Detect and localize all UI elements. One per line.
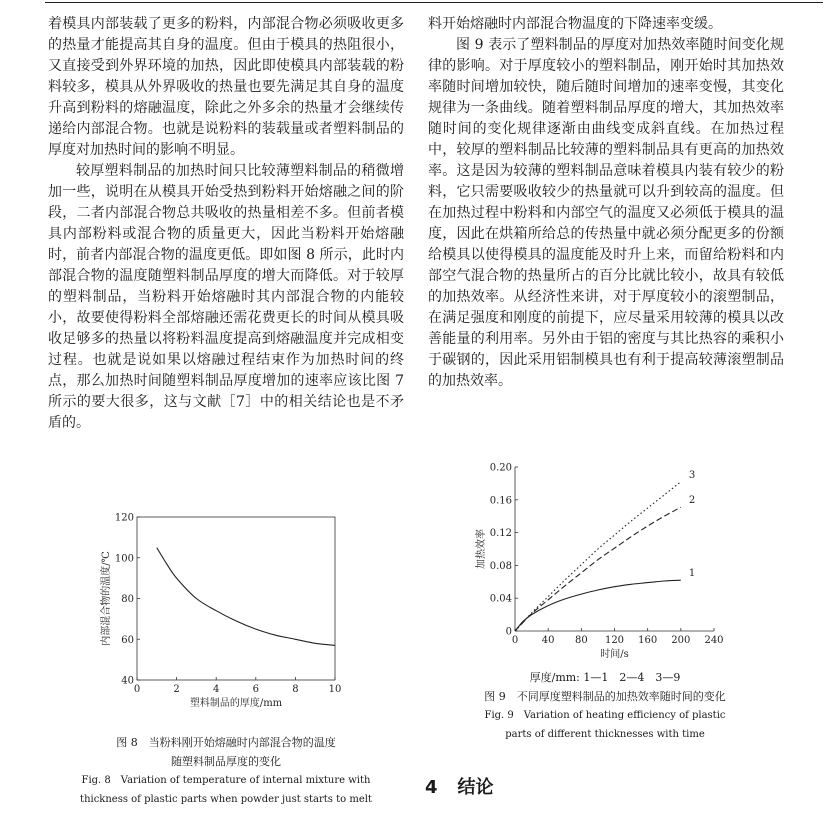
right-paragraph-1: 料开始熔融时内部混合物温度的下降速率变缓。 bbox=[428, 16, 722, 32]
fig8-caption-cn-1: 图 8 当粉料刚开始熔融时内部混合物的温度 bbox=[116, 736, 336, 749]
figure-9-chart bbox=[470, 455, 730, 665]
y-tick-label: 60 bbox=[121, 634, 134, 646]
y-tick-label: 0.12 bbox=[489, 528, 512, 540]
x-tick-label: 6 bbox=[252, 684, 259, 695]
x-tick-label: 0 bbox=[511, 635, 519, 646]
y-tick-label: 0.04 bbox=[489, 593, 512, 605]
figure-8-caption bbox=[48, 733, 404, 809]
x-tick-label: 0 bbox=[133, 684, 141, 695]
right-paragraph-2: 图 9 表示了塑料制品的厚度对加热效率随时间变化规律的影响。对于厚度较小的塑料制品，刚开始时其加热效率随时间增加较快，随后随时间增加的速率变慢，其变化规律为一条曲线。随着塑料制品厚度的增大，其加热效率随时间的变化规律逐渐由曲线变成斜直线。在加热过程中，较厚的塑料制品比较薄的塑料制品具有更高的加热效率。这是因为较薄的塑料制品意味着模具内装有较少的粉料，它只需要吸收较少的热量就可以升到较高的温度。但在加热过程中粉料和内部空气的温度又必须低于模具的温度，因此在烘箱所给总的传热量中就必须分配更多的份额给模具以使得模具的温度能及时升上来，而留给粉料和内部空气混合物的热量所占的百分比就比较小，故具有较低的加热效率。从经济性来讲，对于厚度较小的滚塑制品，在满足强度和刚度的前提下，应尽量采用较薄的模具以改善能量的利用率。另外由于铝的密度与其比热容的乘积小于碳钢的，因此采用铝制模具也有利于提高较薄滚塑制品的加热效率。 bbox=[428, 37, 784, 389]
fig9-caption-cn: 图 9 不同厚度塑料制品的加热效率随时间的变化 bbox=[484, 690, 726, 703]
x-tick-label: 2 bbox=[173, 684, 180, 695]
header-rule bbox=[45, 2, 823, 3]
y-tick-label: 100 bbox=[114, 553, 134, 565]
series-2-line bbox=[515, 507, 681, 631]
x-tick-label: 240 bbox=[704, 635, 724, 646]
x-tick-label: 8 bbox=[292, 684, 299, 695]
left-paragraph-1: 着模具内部装载了更多的粉料，内部混合物必须吸收更多的热量才能提高其自身的温度。但由于模具的热阻很小，又直接受到外界环境的加热，因此即使模具内部装载的粉料较多，模具从外界吸收的热量也要先满足其自身的温度升高到粉料的熔融温度，除此之外多余的热量才会继续传递给内部混合物。也就是说粉料的装载量或者塑料制品的厚度对加热时间的影响不明显。 bbox=[48, 16, 404, 158]
fig8-caption-en-2: thickness of plastic parts when powder just starts to melt bbox=[80, 794, 372, 805]
right-column bbox=[428, 14, 784, 392]
section-title: 结论 bbox=[457, 777, 494, 798]
series-3-line bbox=[515, 482, 681, 631]
y-tick-label: 0.20 bbox=[489, 462, 512, 474]
section-heading bbox=[425, 773, 514, 799]
x-tick-label: 40 bbox=[541, 635, 555, 646]
figure-9-caption bbox=[425, 668, 785, 744]
left-column bbox=[48, 14, 404, 434]
x-tick-label: 160 bbox=[638, 635, 658, 646]
y-tick-label: 120 bbox=[114, 512, 134, 524]
series-1-line bbox=[515, 580, 681, 631]
series-3-label: 3 bbox=[688, 469, 696, 481]
x-tick-label: 4 bbox=[213, 684, 220, 695]
y-axis-label: 加热效率 bbox=[476, 529, 487, 569]
y-axis-label: 内部混合物的温度/℃ bbox=[101, 551, 112, 646]
x-axis-label: 塑料制品的厚度/mm bbox=[189, 698, 283, 709]
fig9-legend: 厚度/mm: 1—1 2—4 3—9 bbox=[529, 671, 681, 684]
x-tick-label: 80 bbox=[574, 635, 588, 646]
section-number: 4 bbox=[425, 777, 438, 798]
fig9-caption-en-1: Fig. 9 Variation of heating efficiency of plastic bbox=[484, 710, 726, 721]
x-tick-label: 120 bbox=[604, 635, 625, 646]
fig8-caption-cn-2: 随塑料制品厚度的变化 bbox=[171, 755, 281, 768]
fig8-caption-en-1: Fig. 8 Variation of temperature of internal mixture with bbox=[81, 775, 371, 786]
y-tick-label: 40 bbox=[121, 675, 134, 687]
plot-frame bbox=[137, 517, 335, 680]
y-tick-label: 80 bbox=[121, 594, 134, 605]
y-tick-label: 0 bbox=[505, 626, 512, 638]
x-axis-label: 时间/s bbox=[600, 649, 629, 660]
left-paragraph-2: 较厚塑料制品的加热时间只比较薄塑料制品的稍微增加一些，说明在从模具开始受热到粉料开始熔融之间的阶段，二者内部混合物总共吸收的热量相差不多。但前者模具内部粉料或混合物的质量更大，因此当粉料开始熔融时，前者内部混合物的温度更低。即如图 8 所示，此时内部混合物的温度随塑料制品厚度的增大而降低。对于较厚的塑料制品，当粉料开始熔融时其内部混合物的内能较小，故要使得粉料全部熔融还需花费更长的时间从模具吸收足够多的热量以将粉料温度提高到熔融温度并完成相变过程。也就是说如果以熔融过程结束作为加热时间的终点，那么加热时间随塑料制品厚度增加的速率应该比图 7 所示的要大很多，这与文献［7］中的相关结论也是不矛盾的。 bbox=[48, 163, 404, 431]
series-2-label: 2 bbox=[688, 495, 696, 507]
x-tick-label: 10 bbox=[328, 684, 342, 695]
y-tick-label: 0.16 bbox=[489, 495, 512, 507]
series-temperature-line bbox=[157, 548, 335, 646]
y-tick-label: 0.08 bbox=[489, 560, 512, 572]
figure-8-chart bbox=[95, 505, 365, 720]
series-1-label: 1 bbox=[688, 568, 696, 580]
fig9-caption-en-2: parts of different thicknesses with time bbox=[505, 729, 705, 740]
x-tick-label: 200 bbox=[671, 635, 691, 646]
